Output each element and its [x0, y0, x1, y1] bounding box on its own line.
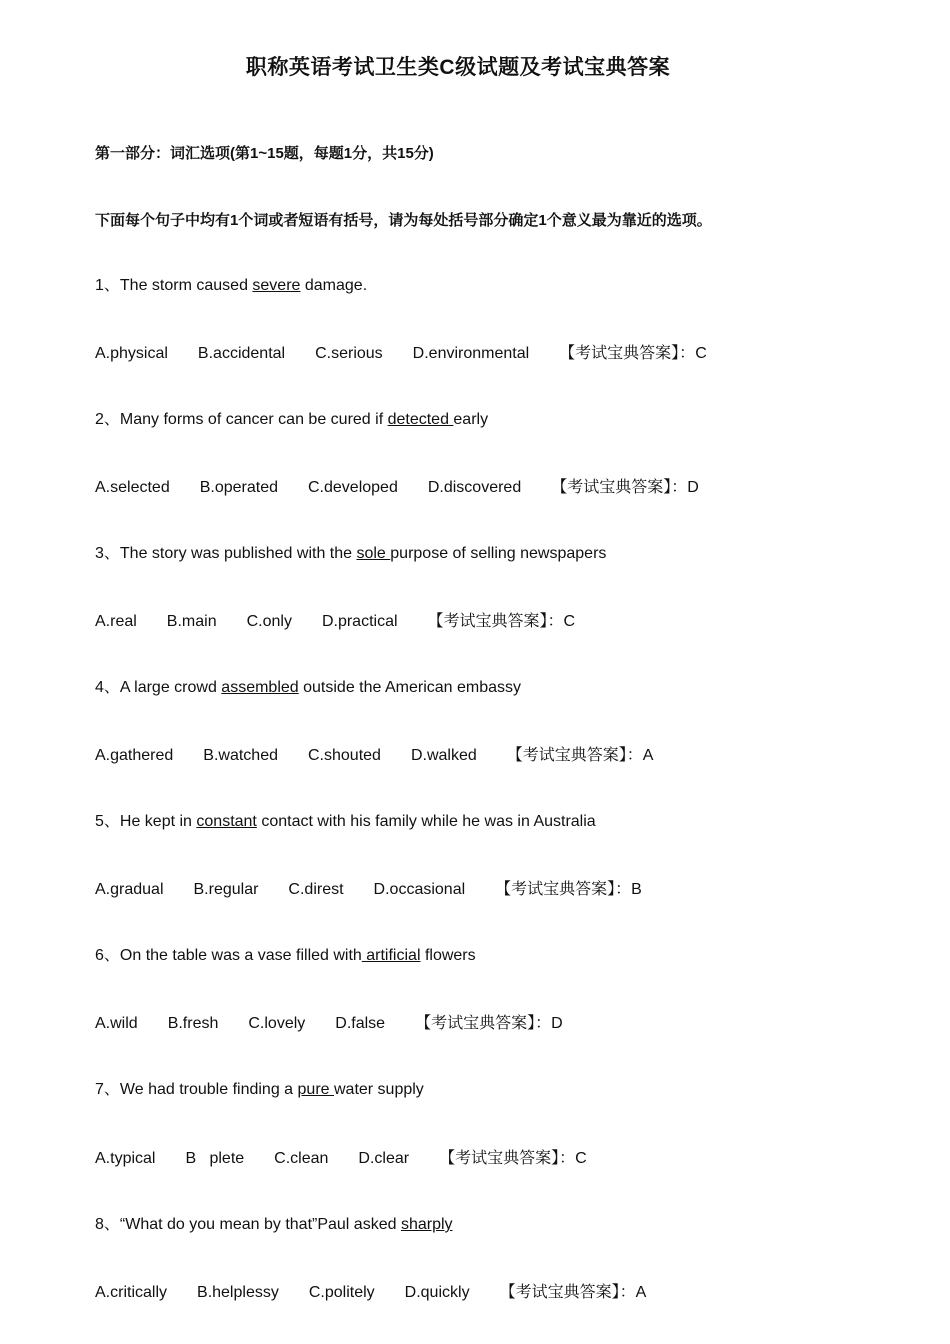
section-heading: 第一部分：词汇选项(第1~15题，每题1分，共15分)	[95, 145, 434, 162]
option-a: A.real	[95, 613, 137, 630]
answer-label: 【考试宝典答案】：	[439, 1148, 576, 1167]
option-d: D.quickly	[404, 1284, 470, 1301]
answer-key	[551, 477, 699, 498]
answer-label: 【考试宝典答案】：	[551, 477, 688, 496]
options-2	[95, 477, 699, 498]
question-2	[95, 410, 488, 430]
question-6	[95, 946, 476, 966]
option-c: C.shouted	[308, 747, 381, 764]
underlined-term: artificial	[361, 947, 421, 964]
underlined-term: severe	[252, 277, 301, 294]
question-number: 4、	[95, 679, 120, 696]
answer-label: 【考试宝典答案】：	[506, 745, 643, 764]
question-text: damage.	[300, 277, 368, 294]
instruction-text: 下面每个句子中均有1个词或者短语有括号，请为每处括号部分确定1个意义最为靠近的选项。	[95, 212, 712, 229]
underlined-term: assembled	[221, 679, 299, 696]
answer-value: C	[695, 345, 707, 362]
option-c: C.serious	[315, 345, 383, 362]
underlined-term: detected	[387, 411, 454, 428]
answer-value: D	[687, 479, 699, 496]
answer-value: C	[575, 1150, 587, 1167]
answer-value: C	[563, 613, 576, 630]
question-8	[95, 1215, 453, 1235]
option-b: B.accidental	[197, 345, 286, 362]
question-number: 2、	[95, 411, 120, 428]
question-1	[95, 276, 367, 296]
answer-key	[500, 1282, 647, 1303]
option-c: C.clean	[274, 1150, 329, 1167]
option-d: D.clear	[358, 1150, 410, 1167]
question-text: water supply	[333, 1081, 424, 1098]
question-text: The story was published with the	[119, 545, 357, 562]
option-c: C.politely	[308, 1284, 375, 1301]
question-text: Many forms of cancer can be cured if	[119, 411, 388, 428]
question-text: flowers	[420, 947, 476, 964]
answer-key	[559, 343, 707, 364]
question-7	[95, 1080, 424, 1100]
options-7	[95, 1148, 587, 1169]
option-a: A.typical	[95, 1150, 156, 1167]
option-c: C.direst	[288, 881, 344, 898]
answer-value: B	[631, 881, 642, 898]
options-8	[95, 1282, 646, 1303]
underlined-term: constant	[196, 813, 257, 830]
option-d: D.environmental	[412, 345, 530, 362]
option-a: A.wild	[95, 1015, 138, 1032]
option-b: B plete	[185, 1150, 245, 1167]
option-d: D.false	[335, 1015, 386, 1032]
option-a: A.critically	[95, 1284, 168, 1301]
question-3	[95, 544, 606, 564]
option-a: A.gradual	[95, 881, 164, 898]
answer-value: D	[551, 1015, 563, 1032]
options-1	[95, 343, 707, 364]
question-number: 5、	[95, 813, 120, 830]
question-text: On the table was a vase filled with	[119, 947, 362, 964]
answer-value: A	[635, 1284, 647, 1301]
underlined-term: sharply	[400, 1216, 453, 1233]
question-text: early	[453, 411, 489, 428]
answer-key	[507, 745, 654, 766]
option-c: C.only	[246, 613, 292, 630]
question-number: 6、	[95, 947, 120, 964]
question-number: 1、	[95, 277, 120, 294]
question-4	[95, 678, 521, 698]
option-b: B.helplessy	[197, 1284, 279, 1301]
question-text: The storm caused	[119, 277, 253, 294]
answer-key	[415, 1013, 563, 1034]
question-number: 7、	[95, 1081, 120, 1098]
option-d: D.discovered	[427, 479, 522, 496]
question-text: contact with his family while he was in Australia	[256, 813, 596, 830]
option-b: B.fresh	[167, 1015, 219, 1032]
question-5	[95, 812, 596, 832]
question-text: He kept in	[119, 813, 197, 830]
option-d: D.occasional	[373, 881, 466, 898]
page-title: 职称英语考试卫生类C级试题及考试宝典答案	[245, 56, 671, 79]
option-a: A.selected	[95, 479, 170, 496]
answer-key	[439, 1148, 587, 1169]
options-5	[95, 879, 642, 900]
question-text: outside the American embassy	[298, 679, 522, 696]
underlined-term: pure	[297, 1081, 334, 1098]
answer-key	[495, 879, 642, 900]
options-4	[95, 745, 653, 766]
option-b: B.regular	[193, 881, 259, 898]
option-d: D.walked	[410, 747, 477, 764]
question-text: A large crowd	[119, 679, 222, 696]
answer-label: 【考试宝典答案】：	[427, 611, 564, 630]
option-b: B.operated	[199, 479, 278, 496]
answer-label: 【考试宝典答案】：	[415, 1013, 552, 1032]
underlined-term: sole	[356, 545, 391, 562]
answer-label: 【考试宝典答案】：	[499, 1282, 636, 1301]
option-c: C.lovely	[248, 1015, 306, 1032]
option-b: B.watched	[203, 747, 278, 764]
option-d: D.practical	[321, 613, 398, 630]
question-text: purpose of selling newspapers	[390, 545, 607, 562]
answer-label: 【考试宝典答案】：	[559, 343, 696, 362]
question-text: We had trouble finding a	[119, 1081, 298, 1098]
options-3	[95, 611, 575, 632]
option-a: A.gathered	[95, 747, 174, 764]
options-6	[95, 1013, 563, 1034]
option-c: C.developed	[308, 479, 398, 496]
question-number: 8、	[95, 1216, 120, 1233]
option-b: B.main	[166, 613, 217, 630]
answer-label: 【考试宝典答案】：	[495, 879, 632, 898]
question-number: 3、	[95, 545, 120, 562]
option-a: A.physical	[95, 345, 168, 362]
answer-key	[428, 611, 576, 632]
answer-value: A	[642, 747, 654, 764]
question-text: “What do you mean by that”Paul asked	[119, 1216, 401, 1233]
